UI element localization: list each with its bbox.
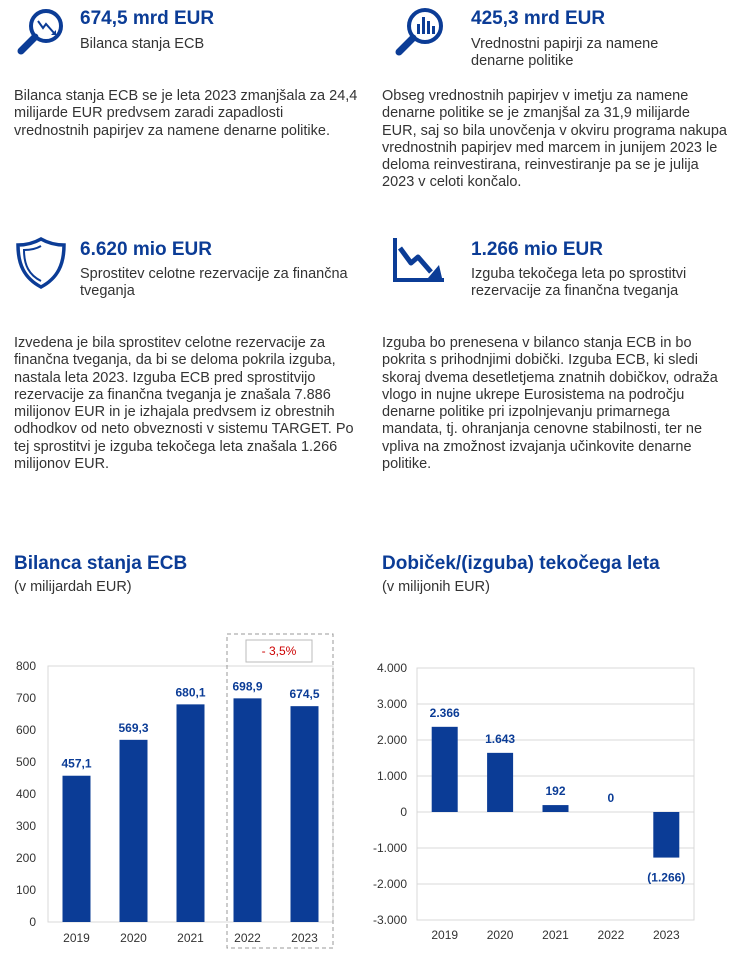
bar [177, 704, 205, 922]
bar [432, 727, 458, 812]
kpi-value: 425,3 mrd EUR [471, 8, 606, 29]
bar-value-label: 680,1 [175, 685, 206, 700]
y-tick-label: 700 [15, 691, 36, 705]
y-tick-label: 600 [15, 723, 36, 737]
magnifier-bar-chart-icon [392, 6, 446, 60]
kpi-value: 1.266 mio EUR [471, 239, 603, 260]
kpi-value: 6.620 mio EUR [80, 239, 212, 260]
y-tick-label: 0 [400, 805, 407, 819]
bar-value-label: 0 [607, 791, 615, 805]
bar [653, 812, 679, 858]
bar [291, 706, 319, 922]
y-tick-label: 3.000 [376, 697, 407, 711]
bar-value-label: 457,1 [61, 756, 92, 771]
bar-value-label: 698,9 [232, 679, 263, 694]
y-tick-label: 0 [29, 915, 36, 929]
y-tick-label: 200 [15, 851, 36, 865]
bar [543, 805, 569, 812]
card-description: Bilanca stanja ECB se je leta 2023 zmanjšala za 24,4 milijarde EUR predvsem zaradi zapadlosti vrednostnih papirjev za namene denarne politike. [14, 88, 358, 139]
y-tick-label: 500 [15, 755, 36, 769]
kpi-label: Bilanca stanja ECB [80, 36, 205, 52]
x-tick-label: 2019 [63, 931, 90, 945]
card-description: Izvedena je bila sprostitev celotne rezervacije za finančna tveganja, da bi se deloma pokrila izguba, nastala leta 2023. Izguba ECB pred sprostitvijo rezervacije za finančna tveganja je znašala 7.886 milijonov EUR in je izhajala predvsem iz obrestnih odhodkov od neto obveznosti v sistemu TARGET. Po tej sprostitvi je izguba tekočega leta znašala 1.266 milijonov EUR. [14, 335, 354, 473]
bar [234, 698, 262, 922]
balance-sheet-chart [0, 620, 367, 953]
kpi-label: Sprostitev celotne rezervacije za finančna tveganja [80, 266, 348, 299]
change-label: - 3,5% [261, 644, 297, 658]
bar-value-label: 1.643 [485, 731, 516, 746]
kpi-value: 674,5 mrd EUR [80, 8, 215, 29]
magnifier-chart-down-icon [14, 6, 68, 60]
y-tick-label: 2.000 [376, 733, 407, 747]
bar-value-label: 674,5 [289, 687, 320, 702]
shield-icon [14, 236, 68, 290]
bar [63, 776, 91, 922]
y-tick-label: -2.000 [372, 877, 407, 891]
card-description: Izguba bo prenesena v bilanco stanja ECB in bo pokrita s prihodnjimi dobički. Izguba ECB, ki sledi skoraj dvema desetletjema znatnih dobičkov, odraža vlogo in nujne ukrepe Eurosistema na področju denarne politike pri izpolnjevanju primarnega mandata, tj. ohranjanja cenovne stabilnosti, ter ne vpliva na zmožnost izvajanja učinkovite denarne politike. [382, 335, 718, 473]
x-tick-label: 2022 [234, 931, 261, 945]
y-tick-label: 4.000 [376, 661, 407, 675]
x-tick-label: 2023 [652, 928, 680, 942]
x-tick-label: 2019 [431, 928, 459, 942]
x-tick-label: 2021 [177, 931, 204, 945]
chart-subtitle: (v milijardah EUR) [14, 579, 132, 595]
y-tick-label: 100 [15, 883, 36, 897]
x-tick-label: 2020 [486, 928, 514, 942]
y-tick-label: 800 [15, 659, 36, 673]
bar [487, 753, 513, 812]
chart-title: Bilanca stanja ECB [14, 553, 188, 574]
kpi-label: Vrednostni papirji za namene denarne politike [471, 36, 659, 69]
bar-value-label: 192 [545, 784, 566, 799]
bar-value-label: 2.366 [429, 705, 460, 720]
declining-chart-icon [392, 236, 446, 290]
y-tick-label: 1.000 [376, 769, 407, 783]
chart-subtitle: (v milijonih EUR) [382, 579, 490, 595]
x-tick-label: 2022 [597, 928, 625, 942]
card-description: Obseg vrednostnih papirjev v imetju za namene denarne politike se je zmanjšal za 31,9 milijarde EUR, saj so bila unovčenja v okviru programa nakupa vrednostnih papirjev med marcem in junijem 2023 le deloma reinvestirana, reinvestiranje pa se je julija 2023 v celoti končalo. [382, 88, 727, 191]
bar [120, 740, 148, 922]
chart-title: Dobiček/(izguba) tekočega leta [382, 553, 660, 574]
x-tick-label: 2020 [120, 931, 147, 945]
y-tick-label: 300 [15, 819, 36, 833]
bar-value-label: 569,3 [118, 720, 149, 735]
profit-loss-chart [367, 620, 734, 953]
y-tick-label: -1.000 [372, 841, 407, 855]
y-tick-label: -3.000 [372, 913, 407, 927]
y-tick-label: 400 [15, 787, 36, 801]
bar-value-label: (1.266) [647, 870, 686, 885]
x-tick-label: 2023 [291, 931, 318, 945]
kpi-label: Izguba tekočega leta po sprostitvi rezervacije za finančna tveganja [471, 266, 687, 299]
x-tick-label: 2021 [542, 928, 569, 942]
